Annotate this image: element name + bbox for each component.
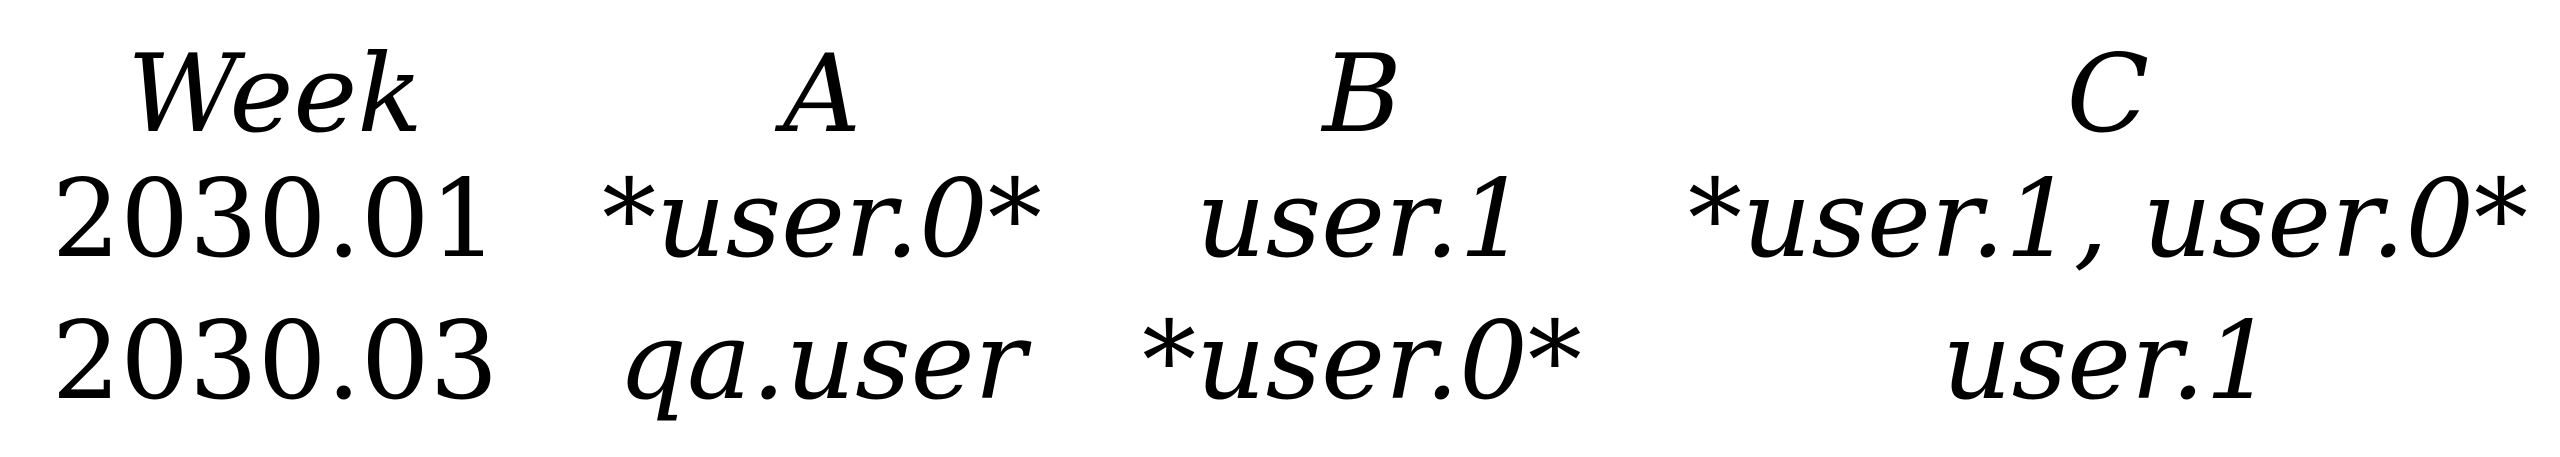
table-row-1-c: *user.1, user.0* <box>1687 157 2529 282</box>
table-row-1-b: user.1 <box>1196 157 1528 282</box>
table-row-1-week: 2030.01 <box>51 157 499 282</box>
table-row-2-b: *user.0* <box>1142 299 1582 424</box>
table-row-2-c: user.1 <box>1942 299 2274 424</box>
header-week: Week <box>127 32 423 157</box>
header-b: B <box>1322 32 1402 157</box>
header-a: A <box>783 32 861 157</box>
table-row-2-week: 2030.03 <box>51 299 499 424</box>
table-row-2-a: qa.user <box>617 299 1027 424</box>
table-row-1-a: *user.0* <box>602 157 1042 282</box>
header-c: C <box>2066 32 2150 157</box>
